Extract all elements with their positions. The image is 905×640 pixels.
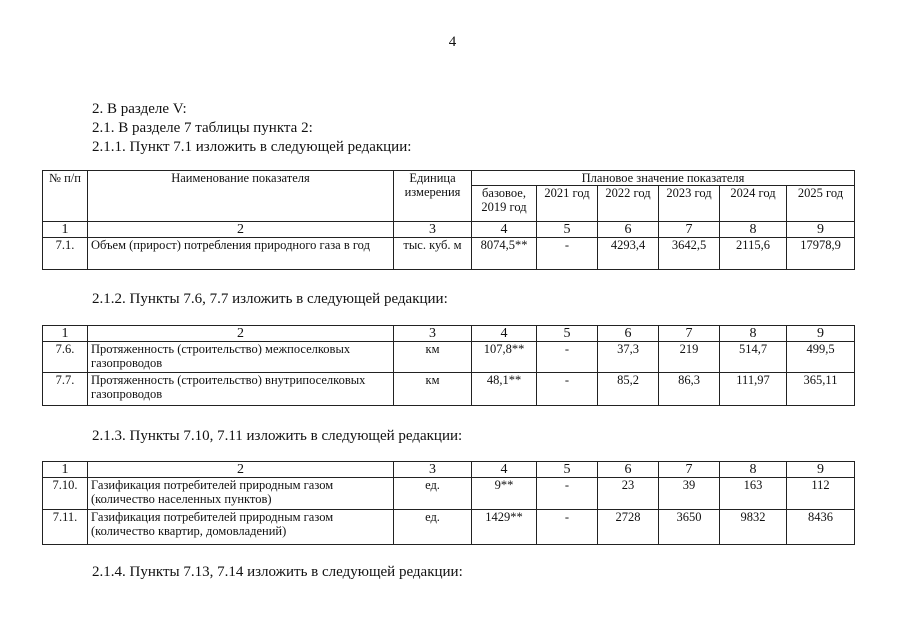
row-value-2023: 219 bbox=[659, 342, 720, 373]
row-num: 7.10. bbox=[43, 478, 88, 510]
row-unit: км bbox=[394, 342, 472, 373]
table-row bbox=[43, 342, 855, 373]
row-name: Объем (прирост) потребления природного газа в год bbox=[88, 238, 394, 270]
col-number: 8 bbox=[720, 462, 787, 478]
row-name: Протяженность (строительство) внутрипоселковых газопроводов bbox=[88, 373, 394, 406]
intro-line-2: 2.1. В разделе 7 таблицы пункта 2: bbox=[92, 120, 313, 136]
header-year-2023: 2023 год bbox=[659, 186, 720, 222]
row-num: 7.7. bbox=[43, 373, 88, 406]
row-unit: тыс. куб. м bbox=[394, 238, 472, 270]
col-number: 4 bbox=[472, 462, 537, 478]
row-value-2024: 514,7 bbox=[720, 342, 787, 373]
row-value-2023: 3650 bbox=[659, 510, 720, 545]
row-value-2024: 2115,6 bbox=[720, 238, 787, 270]
col-number: 2 bbox=[88, 462, 394, 478]
row-value-2022: 4293,4 bbox=[598, 238, 659, 270]
section-heading-3: 2.1.3. Пункты 7.10, 7.11 изложить в следующей редакции: bbox=[92, 428, 463, 444]
col-number: 1 bbox=[43, 326, 88, 342]
row-unit: ед. bbox=[394, 510, 472, 545]
col-number: 9 bbox=[787, 326, 855, 342]
col-number: 8 bbox=[720, 222, 787, 238]
row-num: 7.6. bbox=[43, 342, 88, 373]
row-num: 7.11. bbox=[43, 510, 88, 545]
header-year-2022: 2022 год bbox=[598, 186, 659, 222]
intro-line-1: 2. В разделе V: bbox=[92, 101, 187, 117]
col-number: 6 bbox=[598, 462, 659, 478]
col-number: 2 bbox=[88, 222, 394, 238]
header-year-base: базовое, 2019 год bbox=[472, 186, 537, 222]
row-unit: ед. bbox=[394, 478, 472, 510]
row-value-2022: 37,3 bbox=[598, 342, 659, 373]
section-heading-4: 2.1.4. Пункты 7.13, 7.14 изложить в следующей редакции: bbox=[92, 564, 463, 580]
table-indicator-7-1 bbox=[42, 170, 855, 270]
row-value-2021: - bbox=[537, 238, 598, 270]
row-value-base: 107,8** bbox=[472, 342, 537, 373]
header-num: № п/п bbox=[43, 171, 88, 222]
col-number: 8 bbox=[720, 326, 787, 342]
col-number: 4 bbox=[472, 326, 537, 342]
intro-line-3: 2.1.1. Пункт 7.1 изложить в следующей редакции: bbox=[92, 139, 412, 155]
header-year-2025: 2025 год bbox=[787, 186, 855, 222]
row-value-2021: - bbox=[537, 342, 598, 373]
row-value-2022: 2728 bbox=[598, 510, 659, 545]
col-number: 6 bbox=[598, 222, 659, 238]
row-value-2023: 3642,5 bbox=[659, 238, 720, 270]
header-plan: Плановое значение показателя bbox=[472, 171, 855, 186]
header-name: Наименование показателя bbox=[88, 171, 394, 222]
row-value-2025: 499,5 bbox=[787, 342, 855, 373]
table-indicators-7-10-7-11 bbox=[42, 461, 855, 545]
row-value-base: 9** bbox=[472, 478, 537, 510]
table-indicators-7-6-7-7 bbox=[42, 325, 855, 406]
row-value-2025: 365,11 bbox=[787, 373, 855, 406]
table-row bbox=[43, 510, 855, 545]
col-number: 7 bbox=[659, 462, 720, 478]
col-number: 7 bbox=[659, 222, 720, 238]
row-name: Газификация потребителей природным газом (количество квартир, домовладений) bbox=[88, 510, 394, 545]
row-value-base: 8074,5** bbox=[472, 238, 537, 270]
row-value-2022: 23 bbox=[598, 478, 659, 510]
col-number: 3 bbox=[394, 326, 472, 342]
row-value-2025: 112 bbox=[787, 478, 855, 510]
row-value-2025: 8436 bbox=[787, 510, 855, 545]
col-number: 6 bbox=[598, 326, 659, 342]
col-number: 9 bbox=[787, 462, 855, 478]
table-row bbox=[43, 238, 855, 270]
col-number: 5 bbox=[537, 462, 598, 478]
col-number: 1 bbox=[43, 462, 88, 478]
col-number: 7 bbox=[659, 326, 720, 342]
col-number: 3 bbox=[394, 222, 472, 238]
row-unit: км bbox=[394, 373, 472, 406]
col-number: 2 bbox=[88, 326, 394, 342]
row-value-2025: 17978,9 bbox=[787, 238, 855, 270]
row-value-2021: - bbox=[537, 373, 598, 406]
row-num: 7.1. bbox=[43, 238, 88, 270]
col-number: 5 bbox=[537, 222, 598, 238]
col-number: 3 bbox=[394, 462, 472, 478]
row-value-2022: 85,2 bbox=[598, 373, 659, 406]
row-value-2023: 86,3 bbox=[659, 373, 720, 406]
header-unit: Единица измерения bbox=[394, 171, 472, 222]
col-number: 5 bbox=[537, 326, 598, 342]
row-value-2024: 111,97 bbox=[720, 373, 787, 406]
table-row bbox=[43, 373, 855, 406]
section-heading-2: 2.1.2. Пункты 7.6, 7.7 изложить в следующей редакции: bbox=[92, 291, 448, 307]
col-number: 1 bbox=[43, 222, 88, 238]
row-value-base: 1429** bbox=[472, 510, 537, 545]
page-number: 4 bbox=[448, 34, 457, 50]
row-value-2021: - bbox=[537, 510, 598, 545]
col-number: 9 bbox=[787, 222, 855, 238]
table-row bbox=[43, 478, 855, 510]
row-value-2021: - bbox=[537, 478, 598, 510]
row-value-2024: 9832 bbox=[720, 510, 787, 545]
col-number: 4 bbox=[472, 222, 537, 238]
header-year-2024: 2024 год bbox=[720, 186, 787, 222]
row-name: Газификация потребителей природным газом (количество населенных пунктов) bbox=[88, 478, 394, 510]
row-value-2023: 39 bbox=[659, 478, 720, 510]
row-name: Протяженность (строительство) межпоселковых газопроводов bbox=[88, 342, 394, 373]
row-value-base: 48,1** bbox=[472, 373, 537, 406]
header-year-2021: 2021 год bbox=[537, 186, 598, 222]
row-value-2024: 163 bbox=[720, 478, 787, 510]
